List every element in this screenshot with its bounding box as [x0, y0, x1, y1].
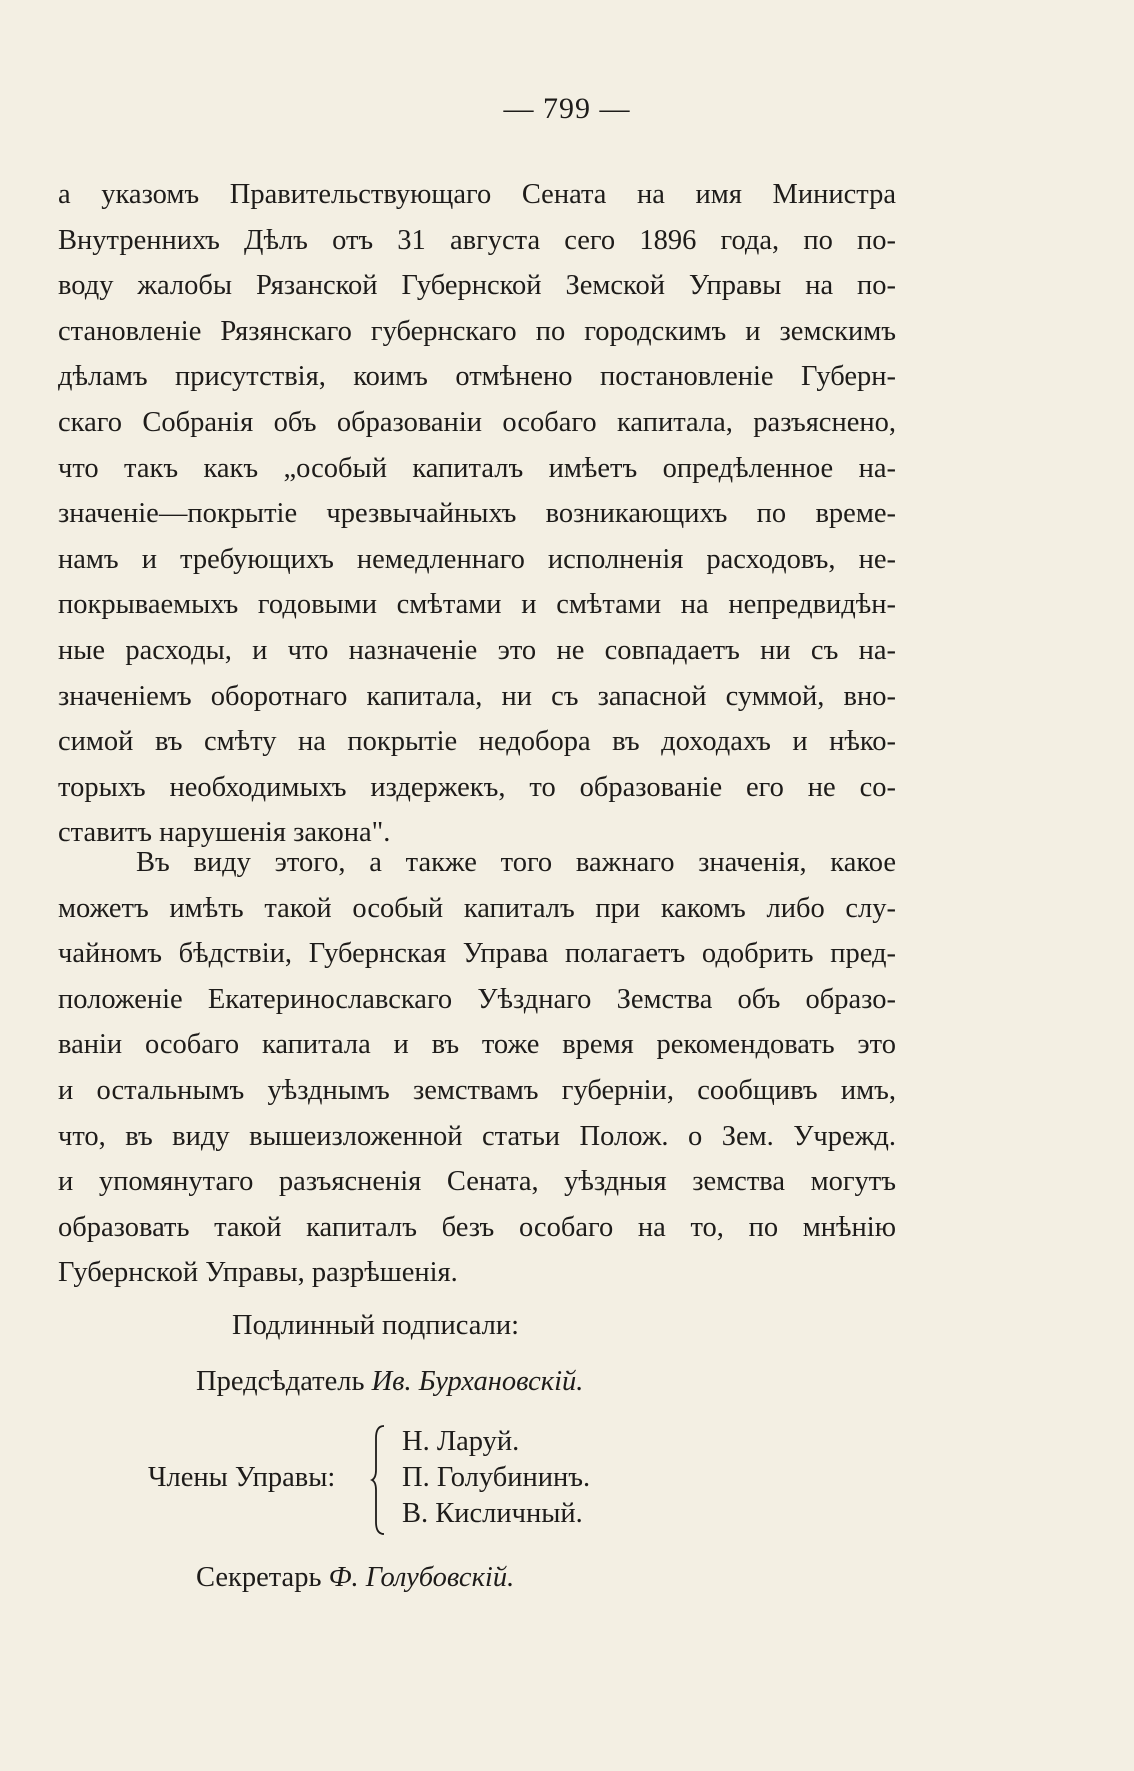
text-line: покрываемыхъ годовыми смѣтами и смѣтами на непредвидѣн- [58, 589, 896, 621]
member-name: Н. Ларуй. [402, 1426, 520, 1457]
text-line: значеніе—покрытіе чрезвычайныхъ возникающихъ по време- [58, 498, 896, 530]
text-line: и упомянутаго разъясненія Сената, уѣздныя земства могутъ [58, 1166, 896, 1198]
chairman-signature [196, 1366, 583, 1398]
paragraph-2 [58, 840, 896, 1296]
text-line: становленіе Рязянскаго губернскаго по городскимъ и земскимъ [58, 315, 896, 347]
secretary-title: Секретарь [196, 1562, 322, 1593]
text-line: скаго Собранія объ образованіи особаго капитала, разъяснено, [58, 406, 896, 438]
text-line: ные расходы, и что назначеніе это не совпадаетъ ни съ на- [58, 634, 896, 666]
paragraph-1 [58, 172, 896, 856]
signatures-heading: Подлинный подписали: [232, 1310, 519, 1341]
text-line: Губернской Управы, разрѣшенія. [58, 1257, 458, 1289]
text-line: симой въ смѣту на покрытіе недобора въ доходахъ и нѣко- [58, 726, 896, 758]
chairman-name: Ив. Бурхановскій. [371, 1366, 584, 1397]
text-line: что такъ какъ „особый капиталъ имѣетъ опредѣленное на- [58, 452, 896, 484]
text-line: торыхъ необходимыхъ издержекъ, то образованіе его не со- [58, 771, 896, 803]
secretary-signature [196, 1562, 514, 1594]
text-line: Въ виду этого, а также того важнаго значенія, какое [136, 847, 896, 878]
members-title: Члены Управы: [148, 1462, 336, 1493]
text-line: положеніе Екатеринославскаго Уѣзднаго Земства объ образо- [58, 983, 896, 1015]
text-line: намъ и требующихъ немедленнаго исполненія расходовъ, не- [58, 543, 896, 575]
text-line: чайномъ бѣдствіи, Губернская Управа полагаетъ одобрить пред- [58, 938, 896, 970]
text-line: воду жалобы Рязанской Губернской Земской Управы на по- [58, 270, 896, 302]
text-line: Внутреннихъ Дѣлъ отъ 31 августа сего 1896 года, по по- [58, 224, 896, 256]
text-line: ставитъ нарушенія закона". [58, 817, 391, 849]
member-name: В. Кисличный. [402, 1498, 583, 1529]
page-number: — 799 — [503, 92, 631, 125]
text-line: ваніи особаго капитала и въ тоже время рекомендовать это [58, 1029, 896, 1061]
text-line: образовать такой капиталъ безъ особаго на то, по мнѣнію [58, 1211, 896, 1243]
text-line: дѣламъ присутствія, коимъ отмѣнено постановленіе Губерн- [58, 361, 896, 393]
text-line: и остальнымъ уѣзднымъ земствамъ губерніи, сообщивъ имъ, [58, 1074, 896, 1106]
secretary-name: Ф. Голубовскій. [328, 1562, 515, 1593]
members-brace [370, 1424, 388, 1536]
member-name: П. Голубининъ. [402, 1462, 591, 1493]
text-line: можетъ имѣть такой особый капиталъ при какомъ либо слу- [58, 892, 896, 924]
text-line: а указомъ Правительствующаго Сената на имя Министра [58, 179, 896, 210]
text-line: значеніемъ оборотнаго капитала, ни съ запасной суммой, вно- [58, 680, 896, 712]
chairman-title: Предсѣдатель [196, 1366, 365, 1397]
text-line: что, въ виду вышеизложенной статьи Полож. о Зем. Учрежд. [58, 1120, 896, 1152]
